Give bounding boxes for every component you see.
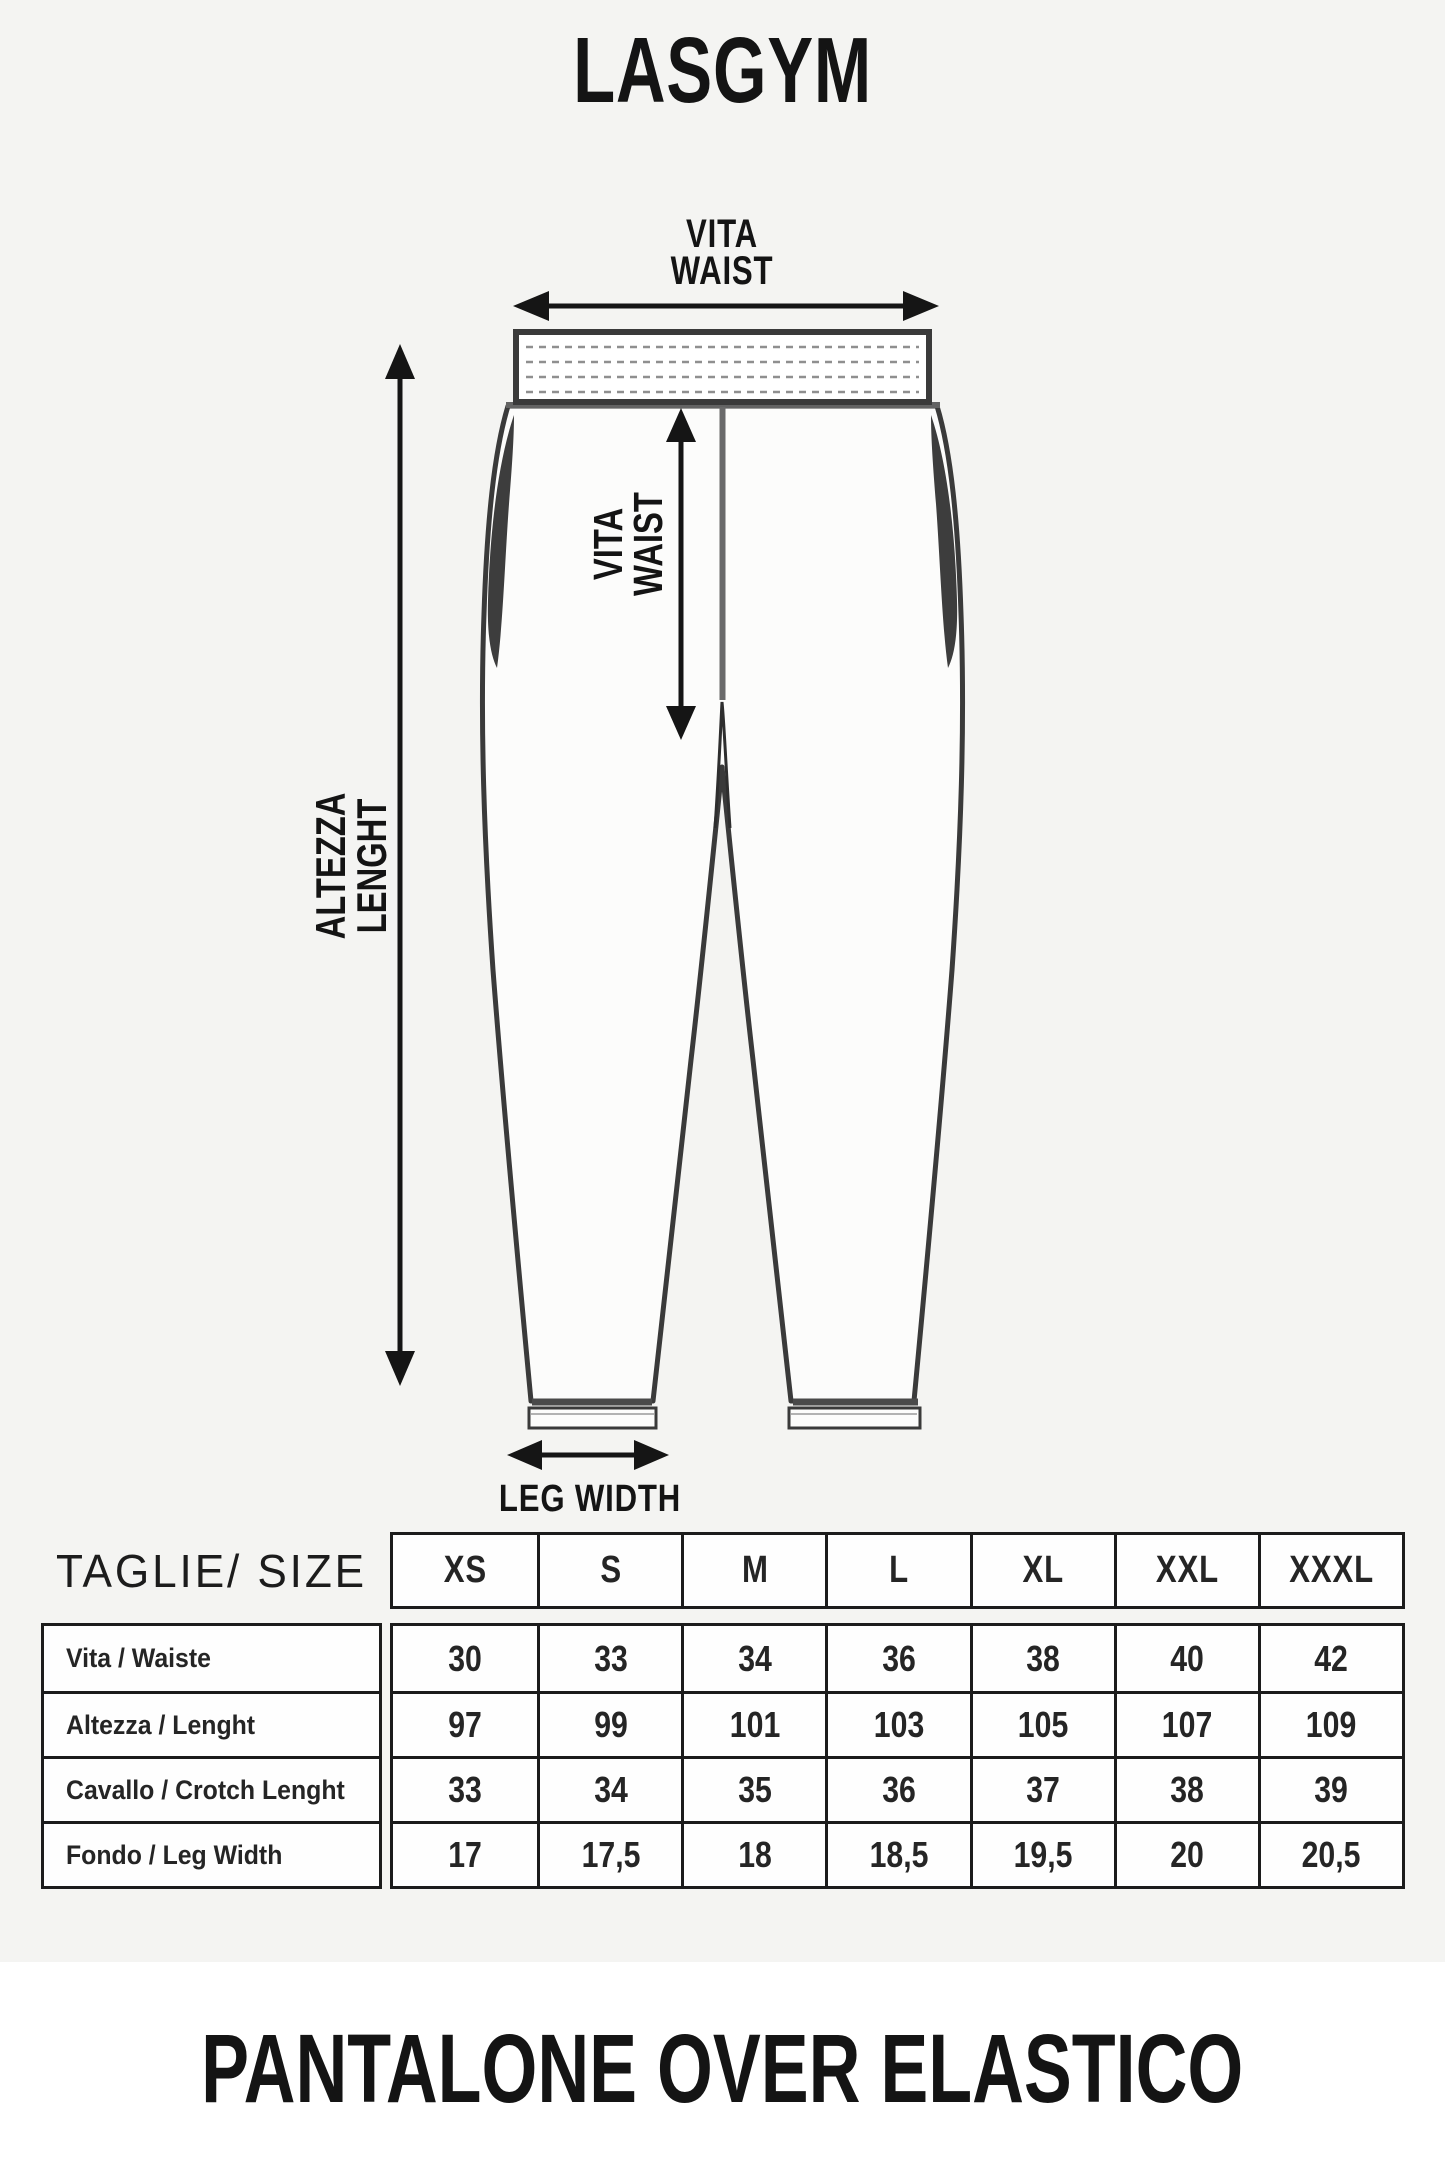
size-header-cell [970,1535,1114,1606]
right-cuff [789,1402,920,1428]
measurement-label: Cavallo / Crotch Lenght [66,1774,345,1805]
value-cell: 99 [537,1691,681,1756]
value-cell: 33 [393,1756,537,1821]
size-header-cell [393,1535,537,1606]
value-cell: 97 [393,1691,537,1756]
value-cell: 40 [1114,1626,1258,1691]
value-cell: 38 [1114,1756,1258,1821]
measurement-label: Fondo / Leg Width [66,1839,283,1870]
footer-strip [0,1962,1445,2175]
value-cell: 105 [970,1691,1114,1756]
measurement-label-cell [44,1691,379,1756]
value-cell: 101 [681,1691,825,1756]
waist-dimension-arrow [513,291,939,321]
value-cell: 34 [537,1756,681,1821]
value-cell: 19,5 [970,1821,1114,1886]
value-cell: 37 [970,1756,1114,1821]
value-cell: 18,5 [825,1821,969,1886]
value-cell: 107 [1114,1691,1258,1756]
size-header-cell [681,1535,825,1606]
size-header-cell [1114,1535,1258,1606]
value-cell: 42 [1258,1626,1402,1691]
measurement-label: Vita / Waiste [66,1643,211,1673]
value-cell: 39 [1258,1756,1402,1821]
size-header-row [390,1532,1405,1609]
waist-inner-label-line1: VITA [585,507,631,581]
waist-top-label-line2: WAIST [670,249,774,293]
size-header-cell [825,1535,969,1606]
size-header-cell [537,1535,681,1606]
value-cell: 109 [1258,1691,1402,1756]
measurement-label-cell [44,1821,379,1886]
product-title: PANTALONE OVER ELASTICO [201,2013,1244,2123]
waist-top-label [566,212,878,293]
length-label-line2: LENGHT [348,798,395,934]
length-label [307,733,402,998]
brand-title: LASGYM [573,18,872,122]
value-cell: 36 [825,1626,969,1691]
leg-width-label: LEG WIDTH [498,1478,682,1520]
measurement-labels-box [41,1623,382,1889]
measurement-label: Altezza / Lenght [66,1709,256,1740]
measurement-label-cell [44,1756,379,1821]
size-label: S [599,1549,622,1591]
waist-top-label-line1: VITA [686,212,758,256]
value-cell: 34 [681,1626,825,1691]
table-corner-label: TAGLIE/ SIZE [55,1545,368,1597]
value-cell: 36 [825,1756,969,1821]
measurement-label-cell [44,1626,379,1691]
length-label-line1: ALTEZZA [307,792,354,940]
waist-inner-label-line2: WAIST [625,492,671,596]
value-cell: 35 [681,1756,825,1821]
measurement-values-grid [390,1623,1405,1889]
value-cell: 38 [970,1626,1114,1691]
leg-width-arrow [507,1440,669,1470]
size-label: XL [1022,1549,1064,1591]
size-label: XS [443,1549,487,1591]
value-cell: 18 [681,1821,825,1886]
value-cell: 17,5 [537,1821,681,1886]
value-cell: 20,5 [1258,1821,1402,1886]
size-label: XXL [1155,1549,1219,1591]
value-cell: 33 [537,1626,681,1691]
size-label: XXXL [1289,1549,1374,1591]
size-label: L [889,1549,909,1591]
value-cell: 20 [1114,1821,1258,1886]
left-cuff [529,1402,656,1428]
value-cell: 17 [393,1821,537,1886]
waist-inner-label [585,424,684,664]
size-header-cell [1258,1535,1402,1606]
value-cell: 103 [825,1691,969,1756]
size-label: M [741,1549,769,1591]
value-cell: 30 [448,1637,482,1679]
